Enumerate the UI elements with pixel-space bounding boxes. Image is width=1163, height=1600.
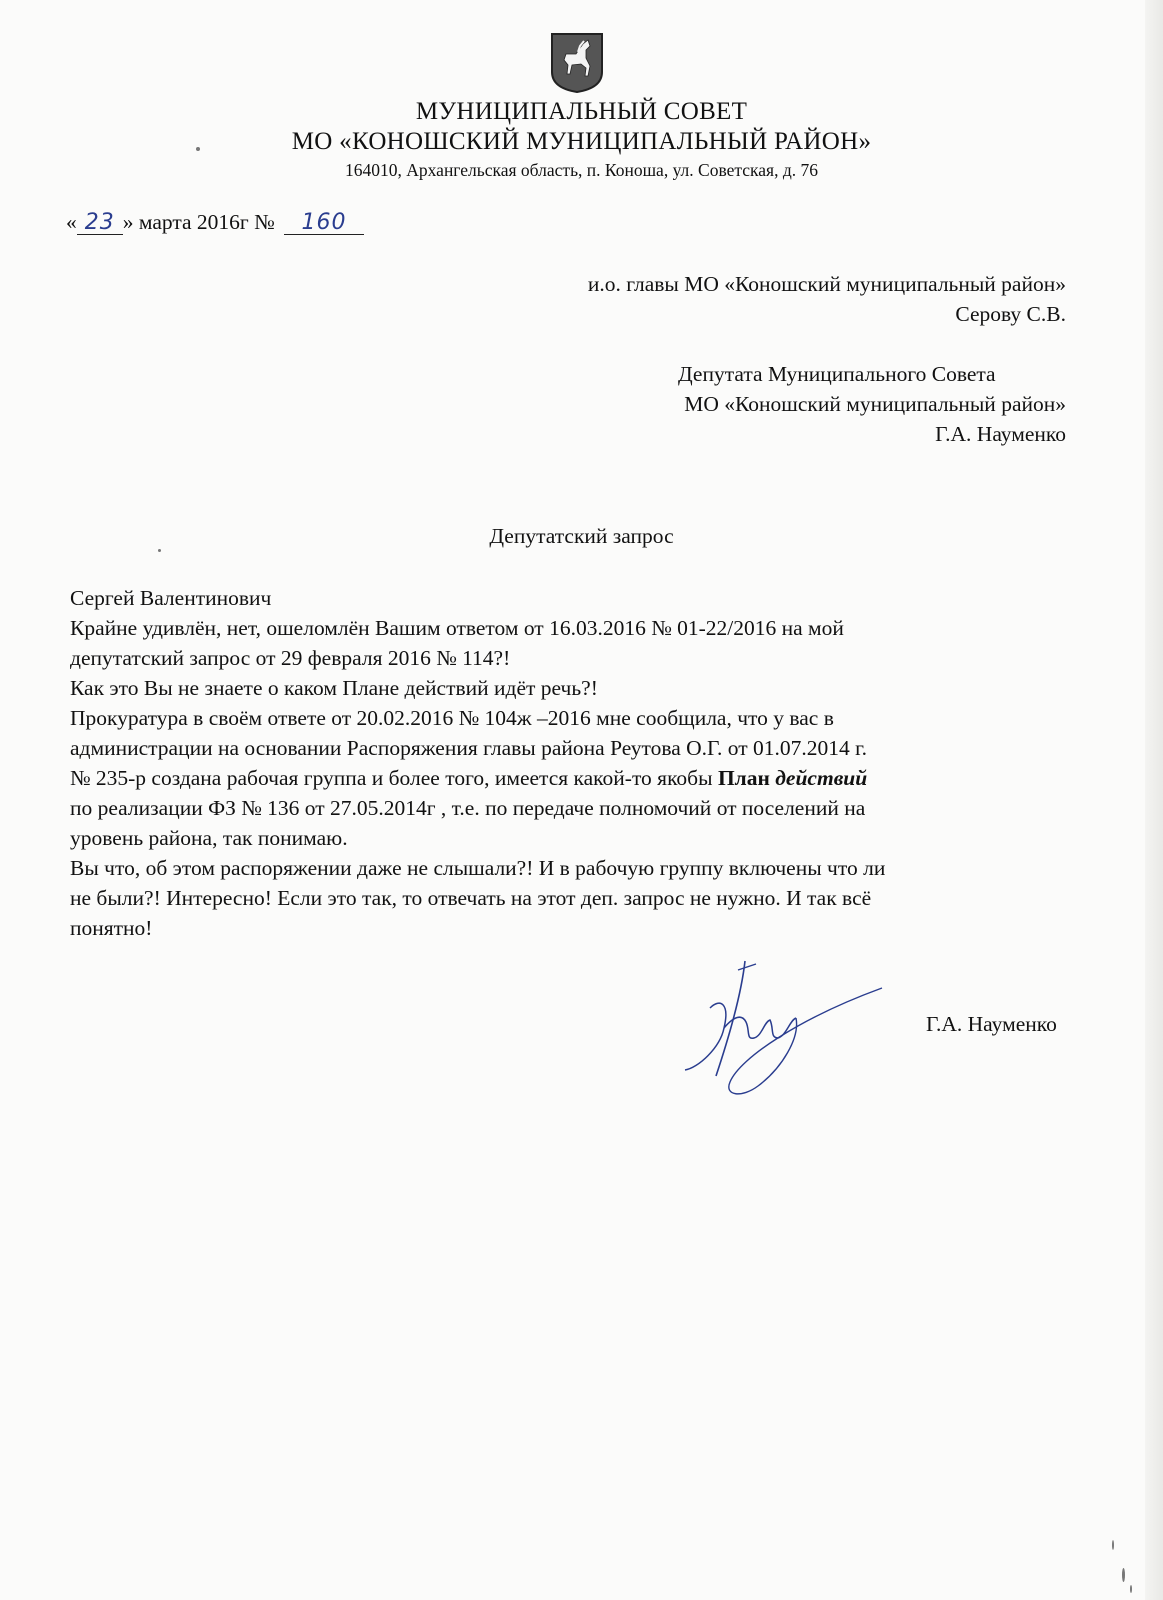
- letter-body: [70, 583, 885, 943]
- body-line: уровень района, так понимаю.: [70, 826, 348, 850]
- sender-position: Депутата Муниципального Совета: [678, 362, 996, 386]
- body-line: Прокуратура в своём ответе от 20.02.2016 № 104ж –2016 мне сообщила, что у вас в: [70, 706, 834, 730]
- date-day-handwritten: 23: [77, 212, 123, 235]
- body-line: Крайне удивлён, нет, ошеломлён Вашим ответом от 16.03.2016 № 01-22/2016 на мой: [70, 616, 844, 640]
- document-title: Депутатский запрос: [489, 524, 674, 548]
- body-line: по реализации ФЗ № 136 от 27.05.2014г , т.е. по передаче полномочий от поселений на: [70, 796, 866, 820]
- document-number-handwritten: 160: [284, 212, 364, 235]
- scan-speck: [1122, 1568, 1125, 1582]
- body-line: не были?! Интересно! Если это так, то отвечать на этот деп. запрос не нужно. И так всё: [70, 886, 872, 910]
- scan-speck: [1112, 1540, 1114, 1550]
- body-line-text: № 235-р создана рабочая группа и более того, имеется какой-то якобы: [70, 766, 718, 790]
- coat-of-arms-icon: [550, 32, 604, 94]
- body-line: [70, 763, 885, 793]
- header-address: 164010, Архангельская область, п. Коноша, ул. Советская, д. 76: [345, 160, 818, 180]
- scan-edge: [1145, 0, 1163, 1600]
- body-line: понятно!: [70, 916, 153, 940]
- sender-organization: МО «Коношский муниципальный район»: [684, 392, 1066, 416]
- recipient-position: и.о. главы МО «Коношский муниципальный район»: [587, 272, 1066, 296]
- scan-speck: [158, 549, 161, 552]
- sender-name: Г.А. Науменко: [935, 422, 1066, 446]
- header-council-name: МУНИЦИПАЛЬНЫЙ СОВЕТ: [415, 98, 748, 125]
- handwritten-signature: [650, 958, 885, 1108]
- scan-speck: [196, 147, 200, 151]
- salutation: Сергей Валентинович: [70, 586, 272, 610]
- recipient-name: Серову С.В.: [955, 302, 1066, 326]
- body-line: депутатский запрос от 29 февраля 2016 № 114?!: [70, 646, 511, 670]
- plan-bold-text: План: [717, 766, 770, 790]
- body-line: Вы что, об этом распоряжении даже не слышали?! И в рабочую группу включены что ли: [70, 856, 886, 880]
- scan-speck: [1130, 1585, 1132, 1593]
- date-month-year: » марта 2016г №: [122, 210, 275, 234]
- header-district-name: МО «КОНОШСКИЙ МУНИЦИПАЛЬНЫЙ РАЙОН»: [291, 128, 872, 155]
- actions-bold-italic-text: действий: [775, 766, 868, 790]
- body-line: администрации на основании Распоряжения главы района Реутова О.Г. от 01.07.2014 г.: [70, 736, 867, 760]
- signature-name: Г.А. Науменко: [926, 1012, 1057, 1036]
- date-open-quote: «: [66, 210, 77, 234]
- body-line: Как это Вы не знаете о каком Плане действий идёт речь?!: [70, 676, 598, 700]
- date-line: [66, 210, 364, 235]
